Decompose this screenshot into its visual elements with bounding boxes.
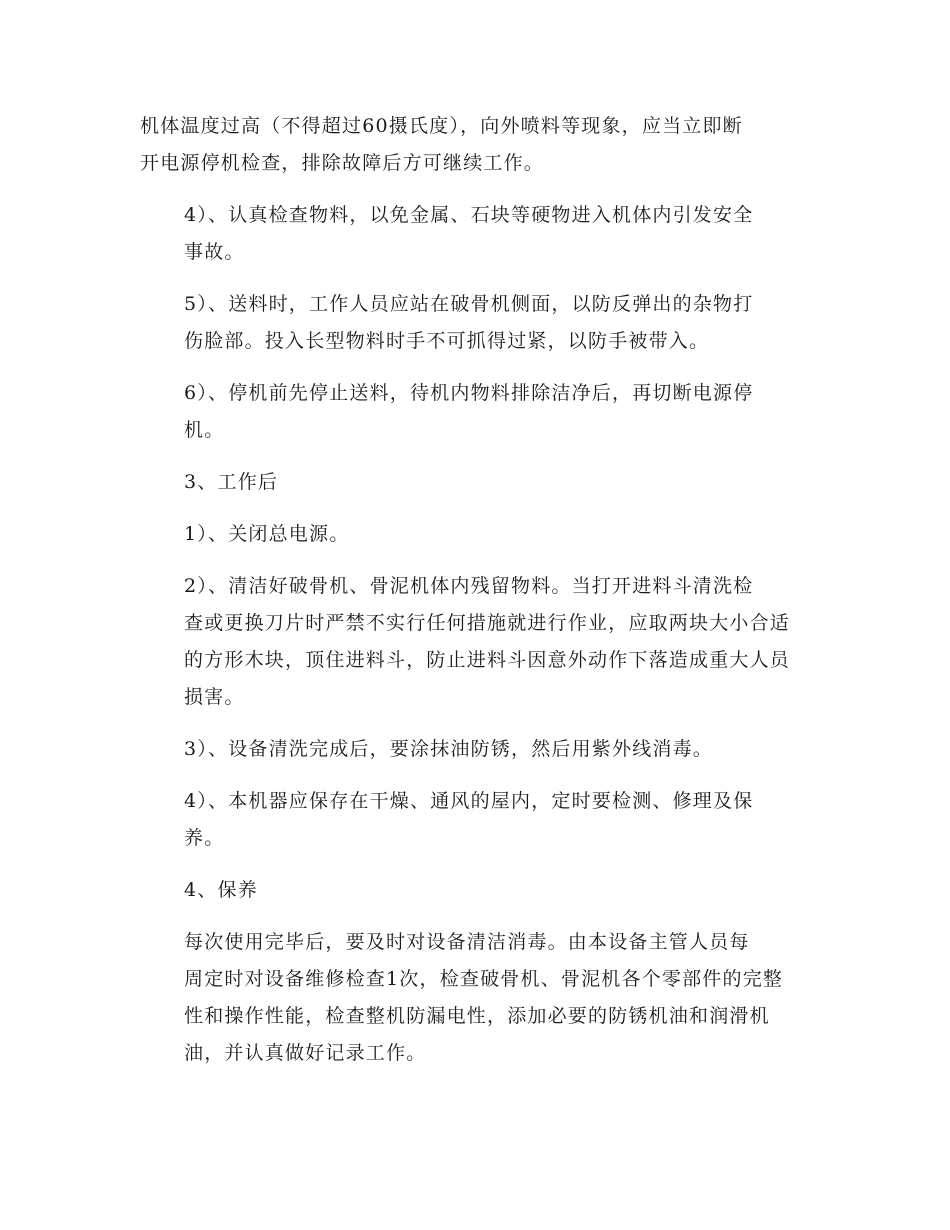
text-line: 6）、停机前先停止送料，待机内物料排除洁净后，再切断电源停 xyxy=(184,382,754,404)
document-body xyxy=(140,108,810,1087)
text-line: 查或更换刀片时严禁不实行任何措施就进行作业，应取两块大小合适 xyxy=(184,612,791,634)
text-line: 3、工作后 xyxy=(184,471,279,493)
paragraph xyxy=(140,375,810,449)
paragraph xyxy=(140,286,810,360)
text-line: 周定时对设备维修检查1次，检查破骨机、骨泥机各个零部件的完整 xyxy=(184,968,784,990)
text-line: 损害。 xyxy=(184,686,245,708)
text-line: 油，并认真做好记录工作。 xyxy=(184,1042,427,1064)
paragraph xyxy=(140,197,810,271)
paragraph xyxy=(140,731,810,768)
text-line: 5）、送料时，工作人员应站在破骨机侧面，以防反弹出的杂物打 xyxy=(184,293,754,315)
paragraph xyxy=(140,464,810,501)
text-line: 事故。 xyxy=(184,241,245,263)
text-line: 机体温度过高（不得超过60摄氏度），向外喷料等现象，应当立即断 xyxy=(140,115,743,137)
text-line: 开电源停机检查，排除故障后方可继续工作。 xyxy=(140,152,545,174)
paragraph xyxy=(140,924,810,1072)
paragraph xyxy=(140,516,810,553)
text-line: 的方形木块，顶住进料斗，防止进料斗因意外动作下落造成重大人员 xyxy=(184,649,791,671)
text-line: 每次使用完毕后，要及时对设备清洁消毒。由本设备主管人员每 xyxy=(184,931,750,953)
text-line: 性和操作性能，检查整机防漏电性，添加必要的防锈机油和润滑机 xyxy=(184,1005,770,1027)
text-line: 4）、认真检查物料，以免金属、石块等硬物进入机体内引发安全 xyxy=(184,204,754,226)
text-line: 1）、关闭总电源。 xyxy=(184,523,350,545)
text-line: 养。 xyxy=(184,827,225,849)
text-line: 机。 xyxy=(184,419,225,441)
text-line: 伤脸部。投入长型物料时手不可抓得过紧，以防手被带入。 xyxy=(184,330,710,352)
text-line: 4、保养 xyxy=(184,879,258,901)
text-line: 2）、清洁好破骨机、骨泥机体内残留物料。当打开进料斗清洗检 xyxy=(184,575,754,597)
paragraph xyxy=(140,783,810,857)
text-line: 3）、设备清洗完成后，要涂抹油防锈，然后用紫外线消毒。 xyxy=(184,738,713,760)
paragraph xyxy=(140,872,810,909)
paragraph xyxy=(140,568,810,716)
text-line: 4）、本机器应保存在干燥、通风的屋内，定时要检测、修理及保 xyxy=(184,790,754,812)
paragraph xyxy=(140,108,810,182)
